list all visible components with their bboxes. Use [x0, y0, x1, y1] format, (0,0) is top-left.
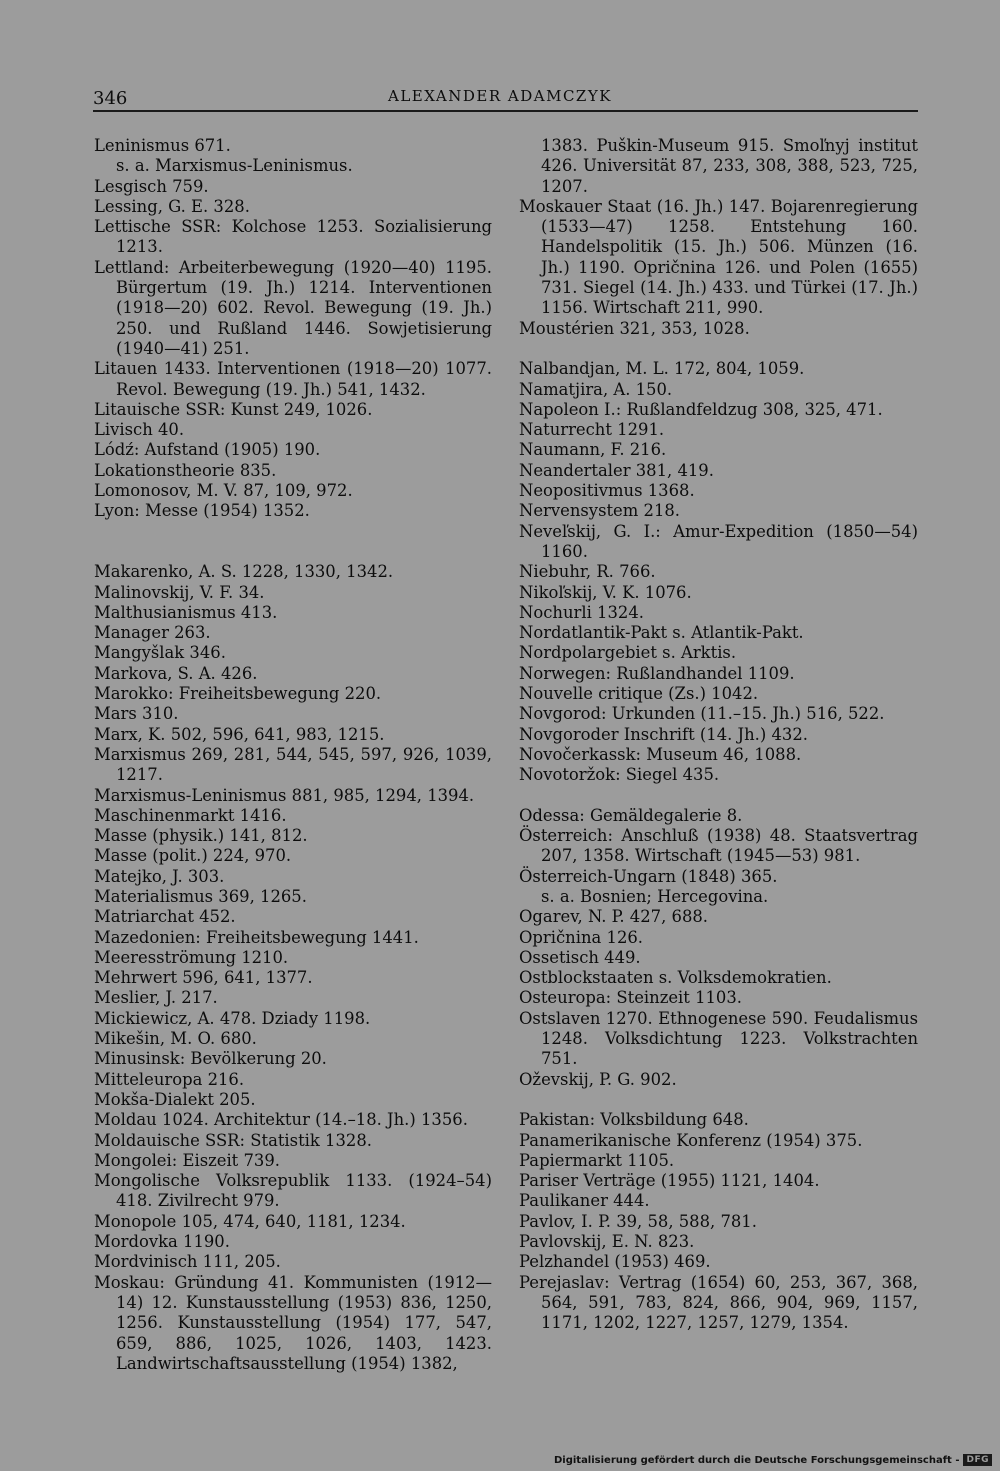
index-entry: Minusinsk: Bevölkerung 20. [94, 1049, 327, 1069]
index-entry: Pakistan: Volksbildung 648. [519, 1110, 749, 1130]
index-entry: Litauische SSR: Kunst 249, 1026. [94, 399, 373, 419]
index-entry: Lessing, G. E. 328. [94, 196, 250, 216]
index-entry: Masse (physik.) 141, 812. [94, 826, 308, 846]
index-subentry: s. a. Marxismus-Leninismus. [116, 156, 353, 176]
index-entry: Mehrwert 596, 641, 1377. [94, 968, 313, 988]
index-entry: Lokationstheorie 835. [94, 460, 277, 480]
index-entry: Moskauer Staat (16. Jh.) 147. Bojarenregierung (1533—47) 1258. Entstehung 160. Handelspolitik (15. Jh.) 506. Münzen (16. Jh.) 1190. Opričnina 126. und Polen (1655) 731. Siegel (14. Jh.) 433. und Türkei (17. Jh.) 1156. Wirtschaft 211, 990. [519, 196, 918, 318]
page-number: 346 [93, 88, 128, 109]
index-entry: Nervensystem 218. [519, 501, 681, 521]
footer-text: Digitalisierung gefördert durch die Deutsche Forschungsgemeinschaft - [553, 1454, 960, 1466]
index-entry: Pelzhandel (1953) 469. [519, 1252, 711, 1272]
entry-gap [519, 786, 918, 806]
entry-gap [94, 542, 492, 562]
index-entry: Nalbandjan, M. L. 172, 804, 1059. [519, 359, 805, 379]
index-entry: Namatjira, A. 150. [519, 379, 673, 399]
index-entry: Marokko: Freiheitsbewegung 220. [94, 684, 382, 704]
index-column-left [94, 136, 492, 1374]
index-entry: Marx, K. 502, 596, 641, 983, 1215. [94, 724, 385, 744]
index-entry: Naturrecht 1291. [519, 420, 665, 440]
index-entry: Mangyšlak 346. [94, 643, 226, 663]
index-entry: Perejaslav: Vertrag (1654) 60, 253, 367, 368, 564, 591, 783, 824, 866, 904, 969, 1157, 1171, 1202, 1227, 1257, 1279, 1354. [519, 1272, 918, 1333]
index-entry: Malthusianismus 413. [94, 602, 278, 622]
index-entry: Lódź: Aufstand (1905) 190. [94, 440, 321, 460]
index-entry: Markova, S. A. 426. [94, 663, 258, 683]
index-entry: Manager 263. [94, 623, 211, 643]
index-entry: Napoleon I.: Rußlandfeldzug 308, 325, 471. [519, 399, 883, 419]
index-entry: Lettische SSR: Kolchose 1253. Sozialisierung 1213. [94, 217, 492, 257]
index-entry: Österreich: Anschluß (1938) 48. Staatsvertrag 207, 1358. Wirtschaft (1945—53) 981. [519, 826, 918, 866]
index-entry: Niebuhr, R. 766. [519, 562, 656, 582]
index-entry: Lesgisch 759. [94, 176, 209, 196]
index-entry: Novotoržok: Siegel 435. [519, 765, 720, 785]
index-entry: Naumann, F. 216. [519, 440, 667, 460]
index-entry: Opričnina 126. [519, 927, 644, 947]
entry-gap [519, 1090, 918, 1110]
index-entry: Neandertaler 381, 419. [519, 460, 714, 480]
index-entry: Lyon: Messe (1954) 1352. [94, 501, 310, 521]
index-entry: Nordatlantik-Pakt s. Atlantik-Pakt. [519, 623, 804, 643]
index-entry: Meeresströmung 1210. [94, 947, 289, 967]
index-entry: Matriarchat 452. [94, 907, 236, 927]
index-entry: Monopole 105, 474, 640, 1181, 1234. [94, 1211, 406, 1231]
index-entry: Moskau: Gründung 41. Kommunisten (1912—14) 12. Kunstausstellung (1953) 836, 1250, 1256. Kunstausstellung (1954) 177, 547, 659, 886, 1025, 1026, 1403, 1423. Landwirtschaftsausstellung (1954) 1382, [94, 1272, 492, 1373]
index-entry: Pariser Verträge (1955) 1121, 1404. [519, 1171, 820, 1191]
index-entry: Norwegen: Rußlandhandel 1109. [519, 663, 795, 683]
index-entry: Masse (polit.) 224, 970. [94, 846, 292, 866]
index-entry: Mickiewicz, A. 478. Dziady 1198. [94, 1008, 371, 1028]
index-entry: Mongolische Volksrepublik 1133. (1924–54) 418. Zivilrecht 979. [94, 1171, 492, 1211]
index-entry: Österreich-Ungarn (1848) 365. [519, 866, 778, 886]
index-entry: Nouvelle critique (Zs.) 1042. [519, 684, 759, 704]
index-entry: Mordovka 1190. [94, 1232, 230, 1252]
index-entry: Odessa: Gemäldegalerie 8. [519, 805, 743, 825]
index-entry: Mikešin, M. O. 680. [94, 1029, 257, 1049]
index-entry: Panamerikanische Konferenz (1954) 375. [519, 1130, 863, 1150]
index-entry: Lettland: Arbeiterbewegung (1920—40) 1195. Bürgertum (19. Jh.) 1214. Interventionen (1918—20) 602. Revol. Bewegung (19. Jh.) 250. und Rußland 1446. Sowjetisierung (1940—41) 251. [94, 257, 492, 358]
index-entry: Leninismus 671. [94, 136, 231, 155]
index-entry: Pavlovskij, E. N. 823. [519, 1232, 695, 1252]
index-entry: Matejko, J. 303. [94, 866, 225, 886]
index-entry: Osteuropa: Steinzeit 1103. [519, 988, 743, 1008]
index-entry: Moldauische SSR: Statistik 1328. [94, 1130, 372, 1150]
index-entry: Nochurli 1324. [519, 602, 644, 622]
index-entry: Livisch 40. [94, 420, 185, 440]
header-rule [93, 110, 918, 112]
index-entry: Ossetisch 449. [519, 947, 641, 967]
index-subentry: s. a. Bosnien; Hercegovina. [541, 886, 769, 906]
index-entry: Paulikaner 444. [519, 1191, 650, 1211]
entry-gap [519, 339, 918, 359]
index-entry: Ostblockstaaten s. Volksdemokratien. [519, 968, 832, 988]
index-entry: Maschinenmarkt 1416. [94, 805, 287, 825]
index-entry: Moldau 1024. Architektur (14.–18. Jh.) 1356. [94, 1110, 468, 1130]
index-entry: Mordvinisch 111, 205. [94, 1252, 281, 1272]
running-head: ALEXANDER ADAMCZYK [388, 87, 612, 105]
index-entry: Nikoľskij, V. K. 1076. [519, 582, 692, 602]
index-entry: Mars 310. [94, 704, 179, 724]
index-entry: Marxismus 269, 281, 544, 545, 597, 926, 1039, 1217. [94, 744, 492, 785]
index-entry: Marxismus-Leninismus 881, 985, 1294, 1394. [94, 785, 475, 805]
index-entry: Mokša-Dialekt 205. [94, 1089, 256, 1109]
index-entry: Novgorod: Urkunden (11.–15. Jh.) 516, 522. [519, 704, 885, 724]
index-entry: Neveľskij, G. I.: Amur-Expedition (1850—54) 1160. [519, 521, 918, 561]
index-entry: Papiermarkt 1105. [519, 1150, 675, 1170]
index-subentry: 1383. Puškin-Museum 915. Smoľnyj institut 426. Universität 87, 233, 308, 388, 523, 725, 1207. [541, 136, 918, 196]
dfg-logo: DFG [963, 1454, 992, 1466]
index-entry: Ostslaven 1270. Ethnogenese 590. Feudalismus 1248. Volksdichtung 1223. Volkstrachten 751. [519, 1008, 918, 1069]
index-entry: Moustérien 321, 353, 1028. [519, 318, 750, 338]
index-entry: Materialismus 369, 1265. [94, 886, 307, 906]
index-entry: Litauen 1433. Interventionen (1918—20) 1077. Revol. Bewegung (19. Jh.) 541, 1432. [94, 359, 492, 399]
index-entry: Neopositivmus 1368. [519, 481, 695, 501]
index-entry: Novgoroder Inschrift (14. Jh.) 432. [519, 724, 808, 744]
index-entry: Oževskij, P. G. 902. [519, 1069, 677, 1089]
entry-gap [94, 522, 492, 542]
index-entry: Novočerkassk: Museum 46, 1088. [519, 744, 802, 764]
index-column-right [519, 136, 918, 1334]
index-entry: Lomonosov, M. V. 87, 109, 972. [94, 481, 353, 501]
footer-credit [554, 1454, 992, 1466]
index-entry: Mongolei: Eiszeit 739. [94, 1150, 280, 1170]
index-entry: Nordpolargebiet s. Arktis. [519, 643, 737, 663]
index-entry: Mazedonien: Freiheitsbewegung 1441. [94, 927, 419, 947]
index-entry: Meslier, J. 217. [94, 988, 218, 1008]
index-entry: Makarenko, A. S. 1228, 1330, 1342. [94, 562, 394, 582]
index-entry: Mitteleuropa 216. [94, 1069, 245, 1089]
index-entry: Malinovskij, V. F. 34. [94, 582, 265, 602]
index-entry: Ogarev, N. P. 427, 688. [519, 907, 709, 927]
index-entry: Pavlov, I. P. 39, 58, 588, 781. [519, 1211, 757, 1231]
